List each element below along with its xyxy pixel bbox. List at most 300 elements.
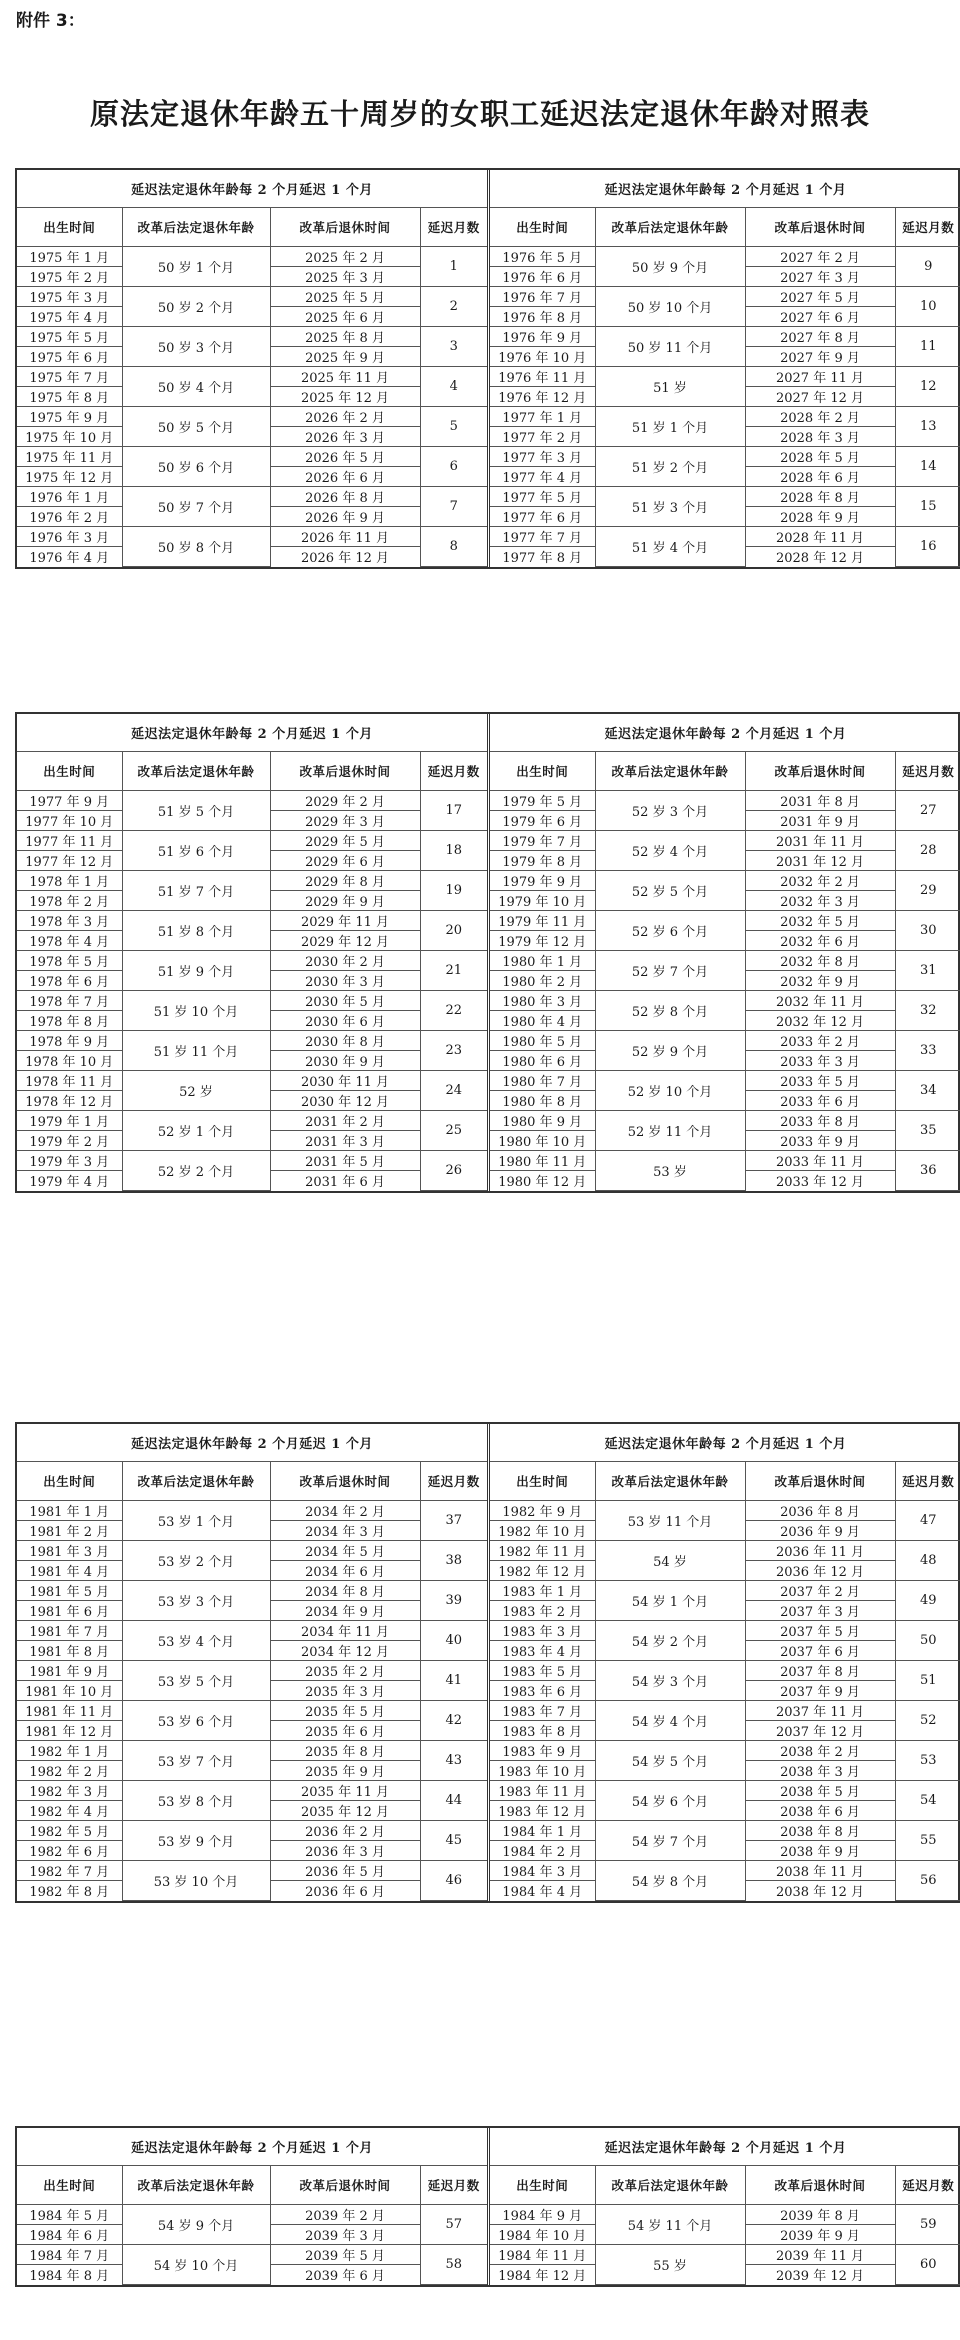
table-row <box>490 487 960 507</box>
birth-cell: 1980 年 6 月 <box>490 1051 595 1071</box>
retire-cell: 2028 年 11 月 <box>745 527 895 547</box>
table-row <box>17 1031 487 1051</box>
table-row <box>490 1501 960 1521</box>
data-table <box>490 2128 960 2285</box>
table-half <box>17 170 487 567</box>
table-row <box>17 2205 487 2225</box>
age-cell: 50 岁 2 个月 <box>122 287 270 327</box>
retire-cell: 2033 年 9 月 <box>745 1131 895 1151</box>
delay-cell: 45 <box>420 1821 487 1861</box>
age-cell: 50 岁 7 个月 <box>122 487 270 527</box>
retire-cell: 2035 年 8 月 <box>270 1741 420 1761</box>
table-row <box>490 1661 960 1681</box>
birth-cell: 1978 年 11 月 <box>17 1071 122 1091</box>
table-row <box>490 1861 960 1881</box>
birth-cell: 1979 年 5 月 <box>490 791 595 811</box>
age-cell: 53 岁 7 个月 <box>122 1741 270 1781</box>
table-row <box>490 791 960 811</box>
birth-cell: 1983 年 7 月 <box>490 1701 595 1721</box>
retire-cell: 2031 年 6 月 <box>270 1171 420 1191</box>
retire-cell: 2032 年 11 月 <box>745 991 895 1011</box>
retire-cell: 2032 年 2 月 <box>745 871 895 891</box>
delay-cell: 16 <box>895 527 960 567</box>
birth-cell: 1975 年 12 月 <box>17 467 122 487</box>
table-half <box>487 170 958 567</box>
table-row <box>490 951 960 971</box>
delay-cell: 52 <box>895 1701 960 1741</box>
table-row <box>490 327 960 347</box>
delay-cell: 49 <box>895 1581 960 1621</box>
table-row <box>490 911 960 931</box>
retire-cell: 2038 年 5 月 <box>745 1781 895 1801</box>
delay-cell: 10 <box>895 287 960 327</box>
age-cell: 51 岁 2 个月 <box>595 447 745 487</box>
delay-cell: 22 <box>420 991 487 1031</box>
age-cell: 51 岁 5 个月 <box>122 791 270 831</box>
age-cell: 51 岁 10 个月 <box>122 991 270 1031</box>
delay-cell: 27 <box>895 791 960 831</box>
retire-cell: 2036 年 12 月 <box>745 1561 895 1581</box>
retire-cell: 2038 年 12 月 <box>745 1881 895 1901</box>
retire-cell: 2025 年 3 月 <box>270 267 420 287</box>
retire-cell: 2033 年 11 月 <box>745 1151 895 1171</box>
retire-cell: 2030 年 8 月 <box>270 1031 420 1051</box>
age-cell: 51 岁 3 个月 <box>595 487 745 527</box>
birth-cell: 1980 年 1 月 <box>490 951 595 971</box>
retire-cell: 2027 年 11 月 <box>745 367 895 387</box>
retire-cell: 2030 年 9 月 <box>270 1051 420 1071</box>
delay-cell: 44 <box>420 1781 487 1821</box>
column-header: 延迟月数 <box>420 208 487 247</box>
birth-cell: 1978 年 12 月 <box>17 1091 122 1111</box>
retire-cell: 2037 年 9 月 <box>745 1681 895 1701</box>
table-block <box>15 168 960 569</box>
retire-cell: 2037 年 5 月 <box>745 1621 895 1641</box>
delay-cell: 59 <box>895 2205 960 2245</box>
delay-cell: 11 <box>895 327 960 367</box>
birth-cell: 1984 年 4 月 <box>490 1881 595 1901</box>
birth-cell: 1978 年 1 月 <box>17 871 122 891</box>
delay-cell: 12 <box>895 367 960 407</box>
column-header: 延迟月数 <box>895 2166 960 2205</box>
delay-cell: 32 <box>895 991 960 1031</box>
birth-cell: 1978 年 2 月 <box>17 891 122 911</box>
birth-cell: 1982 年 11 月 <box>490 1541 595 1561</box>
birth-cell: 1975 年 7 月 <box>17 367 122 387</box>
retire-cell: 2033 年 5 月 <box>745 1071 895 1091</box>
column-header: 延迟月数 <box>420 752 487 791</box>
delay-cell: 37 <box>420 1501 487 1541</box>
retire-cell: 2038 年 3 月 <box>745 1761 895 1781</box>
birth-cell: 1976 年 9 月 <box>490 327 595 347</box>
age-cell: 52 岁 5 个月 <box>595 871 745 911</box>
retire-cell: 2026 年 3 月 <box>270 427 420 447</box>
delay-cell: 58 <box>420 2245 487 2285</box>
birth-cell: 1977 年 9 月 <box>17 791 122 811</box>
column-header: 出生时间 <box>490 208 595 247</box>
table-row <box>17 2245 487 2265</box>
retire-cell: 2031 年 11 月 <box>745 831 895 851</box>
retire-cell: 2034 年 9 月 <box>270 1601 420 1621</box>
retire-cell: 2026 年 2 月 <box>270 407 420 427</box>
delay-cell: 7 <box>420 487 487 527</box>
retire-cell: 2032 年 12 月 <box>745 1011 895 1031</box>
table-row <box>490 1111 960 1131</box>
retire-cell: 2035 年 6 月 <box>270 1721 420 1741</box>
birth-cell: 1982 年 1 月 <box>17 1741 122 1761</box>
table-row <box>490 367 960 387</box>
retire-cell: 2028 年 6 月 <box>745 467 895 487</box>
column-header: 改革后法定退休年龄 <box>595 752 745 791</box>
retire-cell: 2032 年 5 月 <box>745 911 895 931</box>
retire-cell: 2028 年 8 月 <box>745 487 895 507</box>
table-row <box>490 447 960 467</box>
birth-cell: 1975 年 10 月 <box>17 427 122 447</box>
age-cell: 50 岁 5 个月 <box>122 407 270 447</box>
table-row <box>17 831 487 851</box>
birth-cell: 1976 年 11 月 <box>490 367 595 387</box>
birth-cell: 1983 年 3 月 <box>490 1621 595 1641</box>
birth-cell: 1976 年 8 月 <box>490 307 595 327</box>
delay-cell: 39 <box>420 1581 487 1621</box>
column-header: 改革后法定退休年龄 <box>595 1462 745 1501</box>
birth-cell: 1977 年 3 月 <box>490 447 595 467</box>
table-row <box>490 287 960 307</box>
birth-cell: 1980 年 4 月 <box>490 1011 595 1031</box>
data-table <box>17 714 487 1191</box>
birth-cell: 1983 年 11 月 <box>490 1781 595 1801</box>
retire-cell: 2035 年 9 月 <box>270 1761 420 1781</box>
delay-cell: 24 <box>420 1071 487 1111</box>
column-header: 改革后法定退休年龄 <box>122 208 270 247</box>
retire-cell: 2037 年 3 月 <box>745 1601 895 1621</box>
delay-cell: 25 <box>420 1111 487 1151</box>
birth-cell: 1976 年 7 月 <box>490 287 595 307</box>
birth-cell: 1980 年 7 月 <box>490 1071 595 1091</box>
birth-cell: 1981 年 2 月 <box>17 1521 122 1541</box>
delay-cell: 13 <box>895 407 960 447</box>
retire-cell: 2039 年 12 月 <box>745 2265 895 2285</box>
data-table <box>490 714 960 1191</box>
age-cell: 53 岁 2 个月 <box>122 1541 270 1581</box>
delay-cell: 55 <box>895 1821 960 1861</box>
delay-cell: 28 <box>895 831 960 871</box>
retire-cell: 2029 年 6 月 <box>270 851 420 871</box>
retire-cell: 2031 年 12 月 <box>745 851 895 871</box>
birth-cell: 1984 年 8 月 <box>17 2265 122 2285</box>
data-table <box>17 170 487 567</box>
birth-cell: 1984 年 7 月 <box>17 2245 122 2265</box>
delay-cell: 31 <box>895 951 960 991</box>
delay-cell: 46 <box>420 1861 487 1901</box>
table-caption: 延迟法定退休年龄每 2 个月延迟 1 个月 <box>17 170 487 208</box>
column-header: 出生时间 <box>17 208 122 247</box>
column-header: 改革后退休时间 <box>270 2166 420 2205</box>
table-row <box>17 407 487 427</box>
table-row <box>17 791 487 811</box>
birth-cell: 1982 年 4 月 <box>17 1801 122 1821</box>
retire-cell: 2029 年 3 月 <box>270 811 420 831</box>
retire-cell: 2034 年 8 月 <box>270 1581 420 1601</box>
birth-cell: 1982 年 6 月 <box>17 1841 122 1861</box>
table-row <box>17 367 487 387</box>
retire-cell: 2033 年 8 月 <box>745 1111 895 1131</box>
retire-cell: 2029 年 5 月 <box>270 831 420 851</box>
table-row <box>17 1581 487 1601</box>
birth-cell: 1984 年 3 月 <box>490 1861 595 1881</box>
table-row <box>17 1781 487 1801</box>
table-row <box>17 991 487 1011</box>
birth-cell: 1983 年 10 月 <box>490 1761 595 1781</box>
retire-cell: 2037 年 12 月 <box>745 1721 895 1741</box>
birth-cell: 1981 年 6 月 <box>17 1601 122 1621</box>
birth-cell: 1984 年 9 月 <box>490 2205 595 2225</box>
retire-cell: 2030 年 12 月 <box>270 1091 420 1111</box>
column-header: 改革后退休时间 <box>745 2166 895 2205</box>
birth-cell: 1982 年 5 月 <box>17 1821 122 1841</box>
delay-cell: 6 <box>420 447 487 487</box>
delay-cell: 35 <box>895 1111 960 1151</box>
table-caption: 延迟法定退休年龄每 2 个月延迟 1 个月 <box>17 714 487 752</box>
birth-cell: 1978 年 10 月 <box>17 1051 122 1071</box>
retire-cell: 2025 年 8 月 <box>270 327 420 347</box>
birth-cell: 1979 年 8 月 <box>490 851 595 871</box>
table-row <box>17 447 487 467</box>
column-header: 出生时间 <box>17 2166 122 2205</box>
birth-cell: 1977 年 11 月 <box>17 831 122 851</box>
table-row <box>17 1621 487 1641</box>
delay-cell: 57 <box>420 2205 487 2245</box>
retire-cell: 2028 年 2 月 <box>745 407 895 427</box>
birth-cell: 1984 年 12 月 <box>490 2265 595 2285</box>
age-cell: 54 岁 8 个月 <box>595 1861 745 1901</box>
table-half <box>487 2128 958 2285</box>
birth-cell: 1979 年 10 月 <box>490 891 595 911</box>
table-row <box>17 1741 487 1761</box>
retire-cell: 2027 年 5 月 <box>745 287 895 307</box>
age-cell: 52 岁 8 个月 <box>595 991 745 1031</box>
birth-cell: 1980 年 11 月 <box>490 1151 595 1171</box>
retire-cell: 2025 年 5 月 <box>270 287 420 307</box>
table-row <box>17 1071 487 1091</box>
age-cell: 51 岁 11 个月 <box>122 1031 270 1071</box>
birth-cell: 1982 年 3 月 <box>17 1781 122 1801</box>
age-cell: 51 岁 9 个月 <box>122 951 270 991</box>
table-caption: 延迟法定退休年龄每 2 个月延迟 1 个月 <box>490 170 960 208</box>
birth-cell: 1978 年 7 月 <box>17 991 122 1011</box>
birth-cell: 1983 年 5 月 <box>490 1661 595 1681</box>
delay-cell: 15 <box>895 487 960 527</box>
birth-cell: 1981 年 11 月 <box>17 1701 122 1721</box>
table-half <box>17 1424 487 1901</box>
retire-cell: 2037 年 8 月 <box>745 1661 895 1681</box>
retire-cell: 2031 年 3 月 <box>270 1131 420 1151</box>
delay-cell: 4 <box>420 367 487 407</box>
retire-cell: 2039 年 11 月 <box>745 2245 895 2265</box>
age-cell: 51 岁 8 个月 <box>122 911 270 951</box>
retire-cell: 2027 年 3 月 <box>745 267 895 287</box>
retire-cell: 2030 年 11 月 <box>270 1071 420 1091</box>
table-half <box>17 714 487 1191</box>
retire-cell: 2026 年 8 月 <box>270 487 420 507</box>
birth-cell: 1977 年 7 月 <box>490 527 595 547</box>
table-row <box>490 1741 960 1761</box>
table-row <box>17 1541 487 1561</box>
retire-cell: 2031 年 9 月 <box>745 811 895 831</box>
birth-cell: 1979 年 1 月 <box>17 1111 122 1131</box>
column-header: 延迟月数 <box>420 2166 487 2205</box>
birth-cell: 1981 年 5 月 <box>17 1581 122 1601</box>
retire-cell: 2036 年 2 月 <box>270 1821 420 1841</box>
retire-cell: 2025 年 2 月 <box>270 247 420 267</box>
retire-cell: 2030 年 6 月 <box>270 1011 420 1031</box>
delay-cell: 20 <box>420 911 487 951</box>
table-row <box>490 1821 960 1841</box>
retire-cell: 2032 年 3 月 <box>745 891 895 911</box>
retire-cell: 2030 年 3 月 <box>270 971 420 991</box>
delay-cell: 5 <box>420 407 487 447</box>
table-caption: 延迟法定退休年龄每 2 个月延迟 1 个月 <box>17 2128 487 2166</box>
age-cell: 51 岁 4 个月 <box>595 527 745 567</box>
birth-cell: 1982 年 2 月 <box>17 1761 122 1781</box>
table-row <box>490 1781 960 1801</box>
table-row <box>490 2245 960 2265</box>
delay-cell: 47 <box>895 1501 960 1541</box>
column-header: 出生时间 <box>490 752 595 791</box>
birth-cell: 1982 年 8 月 <box>17 1881 122 1901</box>
retire-cell: 2025 年 6 月 <box>270 307 420 327</box>
birth-cell: 1977 年 6 月 <box>490 507 595 527</box>
delay-cell: 29 <box>895 871 960 911</box>
delay-cell: 34 <box>895 1071 960 1111</box>
age-cell: 53 岁 6 个月 <box>122 1701 270 1741</box>
retire-cell: 2038 年 9 月 <box>745 1841 895 1861</box>
birth-cell: 1977 年 5 月 <box>490 487 595 507</box>
birth-cell: 1984 年 10 月 <box>490 2225 595 2245</box>
retire-cell: 2036 年 6 月 <box>270 1881 420 1901</box>
table-row <box>17 1821 487 1841</box>
retire-cell: 2038 年 6 月 <box>745 1801 895 1821</box>
age-cell: 53 岁 10 个月 <box>122 1861 270 1901</box>
delay-cell: 41 <box>420 1661 487 1701</box>
column-header: 改革后退休时间 <box>745 752 895 791</box>
table-half <box>487 1424 958 1901</box>
retire-cell: 2034 年 5 月 <box>270 1541 420 1561</box>
table-row <box>490 1541 960 1561</box>
attachment-label: 附件 3： <box>16 11 85 31</box>
table-row <box>17 871 487 891</box>
table-row <box>490 1151 960 1171</box>
delay-cell: 14 <box>895 447 960 487</box>
delay-cell: 42 <box>420 1701 487 1741</box>
birth-cell: 1975 年 2 月 <box>17 267 122 287</box>
table-row <box>17 487 487 507</box>
age-cell: 54 岁 7 个月 <box>595 1821 745 1861</box>
table-row <box>17 527 487 547</box>
retire-cell: 2027 年 12 月 <box>745 387 895 407</box>
delay-cell: 18 <box>420 831 487 871</box>
birth-cell: 1976 年 2 月 <box>17 507 122 527</box>
table-row <box>490 247 960 267</box>
retire-cell: 2025 年 12 月 <box>270 387 420 407</box>
table-row <box>17 951 487 971</box>
retire-cell: 2034 年 2 月 <box>270 1501 420 1521</box>
table-row <box>490 1701 960 1721</box>
age-cell: 53 岁 1 个月 <box>122 1501 270 1541</box>
age-cell: 50 岁 10 个月 <box>595 287 745 327</box>
birth-cell: 1976 年 10 月 <box>490 347 595 367</box>
birth-cell: 1975 年 11 月 <box>17 447 122 467</box>
table-block <box>15 1422 960 1903</box>
birth-cell: 1980 年 12 月 <box>490 1171 595 1191</box>
age-cell: 52 岁 <box>122 1071 270 1111</box>
retire-cell: 2027 年 6 月 <box>745 307 895 327</box>
birth-cell: 1983 年 9 月 <box>490 1741 595 1761</box>
age-cell: 52 岁 9 个月 <box>595 1031 745 1071</box>
birth-cell: 1982 年 12 月 <box>490 1561 595 1581</box>
birth-cell: 1979 年 11 月 <box>490 911 595 931</box>
age-cell: 54 岁 1 个月 <box>595 1581 745 1621</box>
birth-cell: 1982 年 7 月 <box>17 1861 122 1881</box>
age-cell: 54 岁 6 个月 <box>595 1781 745 1821</box>
retire-cell: 2029 年 2 月 <box>270 791 420 811</box>
birth-cell: 1980 年 10 月 <box>490 1131 595 1151</box>
birth-cell: 1981 年 3 月 <box>17 1541 122 1561</box>
retire-cell: 2037 年 6 月 <box>745 1641 895 1661</box>
column-header: 改革后退休时间 <box>745 1462 895 1501</box>
age-cell: 51 岁 6 个月 <box>122 831 270 871</box>
column-header: 出生时间 <box>490 1462 595 1501</box>
age-cell: 52 岁 2 个月 <box>122 1151 270 1191</box>
age-cell: 51 岁 1 个月 <box>595 407 745 447</box>
retire-cell: 2039 年 8 月 <box>745 2205 895 2225</box>
birth-cell: 1983 年 8 月 <box>490 1721 595 1741</box>
age-cell: 53 岁 4 个月 <box>122 1621 270 1661</box>
column-header: 改革后退休时间 <box>270 1462 420 1501</box>
birth-cell: 1984 年 5 月 <box>17 2205 122 2225</box>
retire-cell: 2027 年 2 月 <box>745 247 895 267</box>
retire-cell: 2031 年 5 月 <box>270 1151 420 1171</box>
table-half <box>487 714 958 1191</box>
age-cell: 53 岁 3 个月 <box>122 1581 270 1621</box>
birth-cell: 1979 年 7 月 <box>490 831 595 851</box>
retire-cell: 2029 年 12 月 <box>270 931 420 951</box>
age-cell: 54 岁 <box>595 1541 745 1581</box>
birth-cell: 1976 年 5 月 <box>490 247 595 267</box>
age-cell: 54 岁 2 个月 <box>595 1621 745 1661</box>
birth-cell: 1983 年 12 月 <box>490 1801 595 1821</box>
delay-cell: 19 <box>420 871 487 911</box>
age-cell: 51 岁 <box>595 367 745 407</box>
retire-cell: 2032 年 8 月 <box>745 951 895 971</box>
delay-cell: 21 <box>420 951 487 991</box>
retire-cell: 2037 年 11 月 <box>745 1701 895 1721</box>
age-cell: 52 岁 4 个月 <box>595 831 745 871</box>
age-cell: 52 岁 10 个月 <box>595 1071 745 1111</box>
age-cell: 54 岁 11 个月 <box>595 2205 745 2245</box>
retire-cell: 2035 年 5 月 <box>270 1701 420 1721</box>
column-header: 出生时间 <box>17 1462 122 1501</box>
data-table <box>17 1424 487 1901</box>
retire-cell: 2038 年 8 月 <box>745 1821 895 1841</box>
delay-cell: 1 <box>420 247 487 287</box>
retire-cell: 2027 年 9 月 <box>745 347 895 367</box>
retire-cell: 2038 年 11 月 <box>745 1861 895 1881</box>
birth-cell: 1981 年 7 月 <box>17 1621 122 1641</box>
retire-cell: 2035 年 3 月 <box>270 1681 420 1701</box>
birth-cell: 1983 年 6 月 <box>490 1681 595 1701</box>
age-cell: 53 岁 <box>595 1151 745 1191</box>
